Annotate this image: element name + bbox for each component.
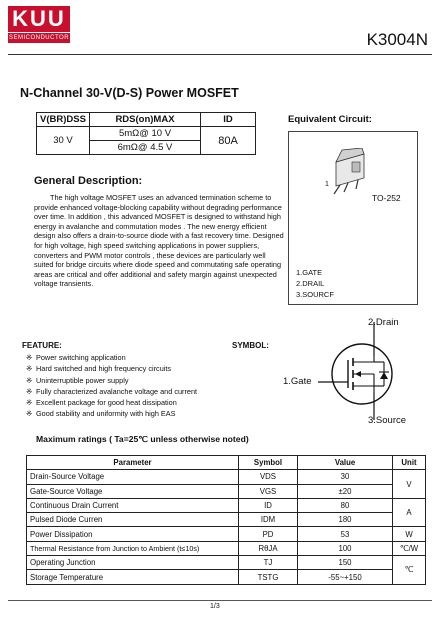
feature-item: ※ Hard switched and high frequency circuits [26,364,172,374]
unit-volt: V [393,470,426,499]
spec-header-id: ID [201,113,256,127]
unit-watt: W [393,527,426,541]
table-row: Storage Temperature TSTG -55~+150 [27,570,426,584]
general-description-title: General Description: [34,175,143,187]
spec-header-rds: RDS(on)MAX [90,113,201,127]
table-row: Thermal Resistance from Junction to Ambient (t≤10s) RθJA 100 ℃/W [27,541,426,555]
feature-bullet: ※ [26,364,33,374]
feature-bullet: ※ [26,409,33,419]
pin-label-drain: 2.DRAIL [296,279,325,288]
mr-header-symbol: Symbol [239,456,298,470]
feature-item: ※ Fully characterized avalanche voltage and current [26,386,198,396]
symbol-source-label: 3.Source [368,415,407,426]
mr-header-value: Value [298,456,393,470]
logo-brand: KUU [8,6,70,32]
table-row: Operating Junction TJ 150 ℃ [27,556,426,570]
spec-id-value: 80A [201,127,256,155]
feature-bullet: ※ [26,375,33,385]
document-title: N-Channel 30-V(D-S) Power MOSFET [20,86,239,100]
header-divider [8,54,432,55]
unit-cw: ℃/W [393,541,426,555]
mr-header-unit: Unit [393,456,426,470]
symbol-title: SYMBOL: [232,341,269,350]
company-logo [8,6,70,44]
table-row: Drain-Source Voltage VDS 30 V [27,470,426,484]
spec-vbr-value: 30 V [37,127,90,155]
max-ratings-table [26,455,426,585]
mr-header-parameter: Parameter [27,456,239,470]
spec-rds-value-1: 5mΩ@ 10 V [90,127,201,141]
to252-package-drawing [322,148,378,198]
feature-list [26,352,197,420]
feature-item: ※ Good stability and uniformity with high EAS [26,409,176,419]
unit-amp: A [393,498,426,527]
table-row: Gate-Source Voltage VGS ±20 [27,484,426,498]
symbol-gate-label: 1.Gate [283,376,312,387]
spec-rds-value-2: 6mΩ@ 4.5 V [90,141,201,155]
logo-subtitle: SEMICONDUCTOR [8,35,70,41]
page-number: 1/3 [210,603,220,610]
part-number: K3004N [366,30,428,49]
equivalent-circuit-label: Equivalent Circuit: [288,114,372,125]
general-description-text: The high voltage MOSFET uses an advanced termination scheme to provide enhanced voltage-blocking capability without degrading performance over time. In addition , this advanced MOSFET is designed to withstand high energy in avalanche and commutation modes . The new energy efficient design also offers a drain-to-source diode with a fast recovery time. Designed for high voltage, high speed switching applications in power suppliers, converters and PWM motor controls , these devices are particularly well suited for bridge circuits where diode speed and commutating safe operating areas are critical and offer additional and safety margin against unexpected voltage transients. [34,193,284,289]
max-ratings-title: Maximum ratings ( Ta=25℃ unless otherwise noted) [36,434,249,444]
table-row: Continuous Drain Current ID 80 A [27,498,426,512]
pin-label-gate: 1.GATE [296,268,323,277]
package-type: TO-252 [372,193,401,203]
symbol-drain-label: 2.Drain [368,317,399,328]
mosfet-symbol [278,316,418,430]
footer-divider [8,600,432,601]
table-row: Pulsed Diode Curren IDM 180 [27,513,426,527]
feature-bullet: ※ [26,398,33,408]
spec-header-vbr: V(BR)DSS [37,113,90,127]
feature-bullet: ※ [26,353,33,362]
pin1-mark: 1 [325,181,329,188]
feature-title: FEATURE: [22,341,62,350]
feature-item: ※ Power switching application [26,353,126,362]
unit-celsius: ℃ [393,556,426,585]
feature-item: ※ Uninterruptible power supply [26,375,129,385]
table-row: Power Dissipation PD 53 W [27,527,426,541]
feature-bullet: ※ [26,386,33,396]
pin-label-source: 3.SOURCF [296,290,334,299]
spec-table [36,112,256,155]
feature-item: ※ Excellent package for good heat dissipation [26,398,177,408]
